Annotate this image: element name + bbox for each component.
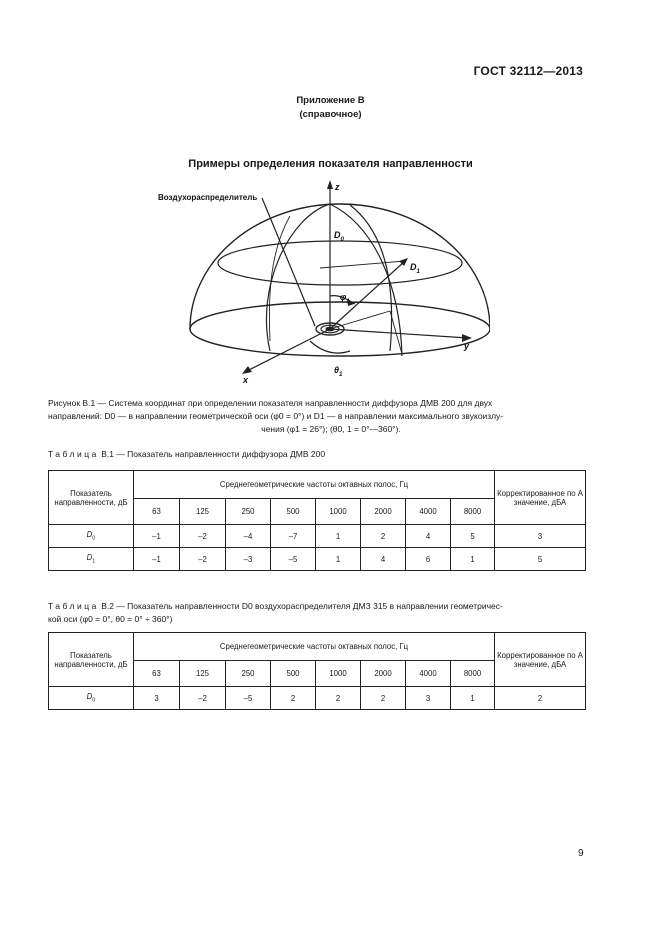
caption-line-3: чения (φ1 = 26°); (θ0, 1 = 0°—360°).	[261, 424, 401, 434]
table2-freq: 1000	[316, 661, 361, 687]
svg-text:D1	[410, 262, 421, 275]
section-title: Примеры определения показателя направленности	[188, 158, 473, 170]
table-row: $D_0$ –1 –2 –4 –7 1 2 4 5 3	[49, 525, 586, 548]
table2-freq: 8000	[451, 661, 495, 687]
table1-prefix: Таблица	[48, 449, 99, 459]
svg-text:θ1	[334, 365, 343, 378]
caption-line-1: Рисунок В.1 — Система координат при определении показателя направленности диффузора ДМВ 200 для двух	[48, 398, 493, 408]
table2-prefix: Таблица	[48, 601, 99, 611]
theta-label: θ	[334, 365, 340, 375]
table2-freq: 250	[226, 661, 271, 687]
table2-freq: 500	[271, 661, 316, 687]
phi-label: φ	[340, 292, 347, 302]
table2-header-indicator: Показатель направленности, дБ	[49, 633, 134, 687]
phi-subscript: 1	[346, 299, 350, 305]
table1-freq: 63	[134, 499, 180, 525]
table1-freq: 125	[180, 499, 226, 525]
table1-row-label: $D_1$	[49, 548, 134, 571]
table-b1	[48, 470, 586, 571]
table1-header-freq-group: Среднегеометрические частоты октавных полос, Гц	[134, 471, 495, 499]
caption-line-2: направлений: D0 — в направлении геометрической оси (φ0 = 0°) и D1 — в направлении максимального звукоизлу-	[48, 411, 504, 421]
x-axis-label: x	[243, 375, 249, 385]
appendix-title: Приложение В	[296, 95, 365, 106]
base-ellipse	[190, 302, 490, 356]
appendix-subtitle: (справочное)	[299, 109, 362, 120]
table-b2	[48, 632, 586, 710]
d0-subscript: 0	[340, 237, 344, 243]
table2-freq: 4000	[406, 661, 451, 687]
d1-label: D	[410, 262, 417, 272]
svg-text:φ1	[340, 292, 350, 305]
x-axis	[245, 329, 330, 372]
table2-freq: 63	[134, 661, 180, 687]
table2-freq: 125	[180, 661, 226, 687]
table2-row-label: $D_0$	[49, 687, 134, 710]
table1-freq: 1000	[316, 499, 361, 525]
d0-label: D	[334, 230, 341, 240]
table1-header-indicator: Показатель направленности, дБ	[49, 471, 134, 525]
x-arrowhead	[242, 366, 252, 374]
table1-freq: 2000	[361, 499, 406, 525]
theta-arc	[310, 341, 350, 353]
theta-subscript: 1	[339, 372, 343, 378]
y-axis-label: y	[464, 341, 470, 351]
table1-freq: 250	[226, 499, 271, 525]
device-label: Воздухораспределитель	[158, 193, 258, 202]
table2-caption: Таблица В.2 — Показатель направленности D0 воздухораспределителя ДМЗ 315 в направлении геометричес- кой оси (φ0 = 0°, θ0 = 0° ÷ 360°)	[48, 601, 503, 624]
table1-freq: 4000	[406, 499, 451, 525]
table2-header-corrected: Корректированное по А значение, дБА	[495, 633, 586, 687]
z-axis-label: z	[335, 182, 340, 192]
table1-row-label: $D_0$	[49, 525, 134, 548]
document-code: ГОСТ 32112—2013	[473, 64, 583, 78]
table2-header-freq-group: Среднегеометрические частоты октавных полос, Гц	[134, 633, 495, 661]
table1-freq: 500	[271, 499, 316, 525]
table2-freq: 2000	[361, 661, 406, 687]
table1-header-corrected: Корректированное по А значение, дБА	[495, 471, 586, 525]
table-row: $D_1$ –1 –2 –3 –5 1 4 6 1 5	[49, 548, 586, 571]
z-arrowhead	[327, 180, 333, 189]
d1-subscript: 1	[416, 269, 420, 275]
latitude-ellipse	[218, 241, 462, 285]
page-number: 9	[578, 848, 584, 859]
figure-hemisphere-diagram	[150, 176, 490, 386]
y-axis	[330, 329, 468, 338]
figure-caption	[48, 397, 614, 436]
table-row: $D_0$ 3 –2 –5 2 2 2 3 1 2	[49, 687, 586, 710]
table1-freq: 8000	[451, 499, 495, 525]
table1-caption: Таблица В.1 — Показатель направленности диффузора ДМВ 200	[48, 449, 326, 459]
